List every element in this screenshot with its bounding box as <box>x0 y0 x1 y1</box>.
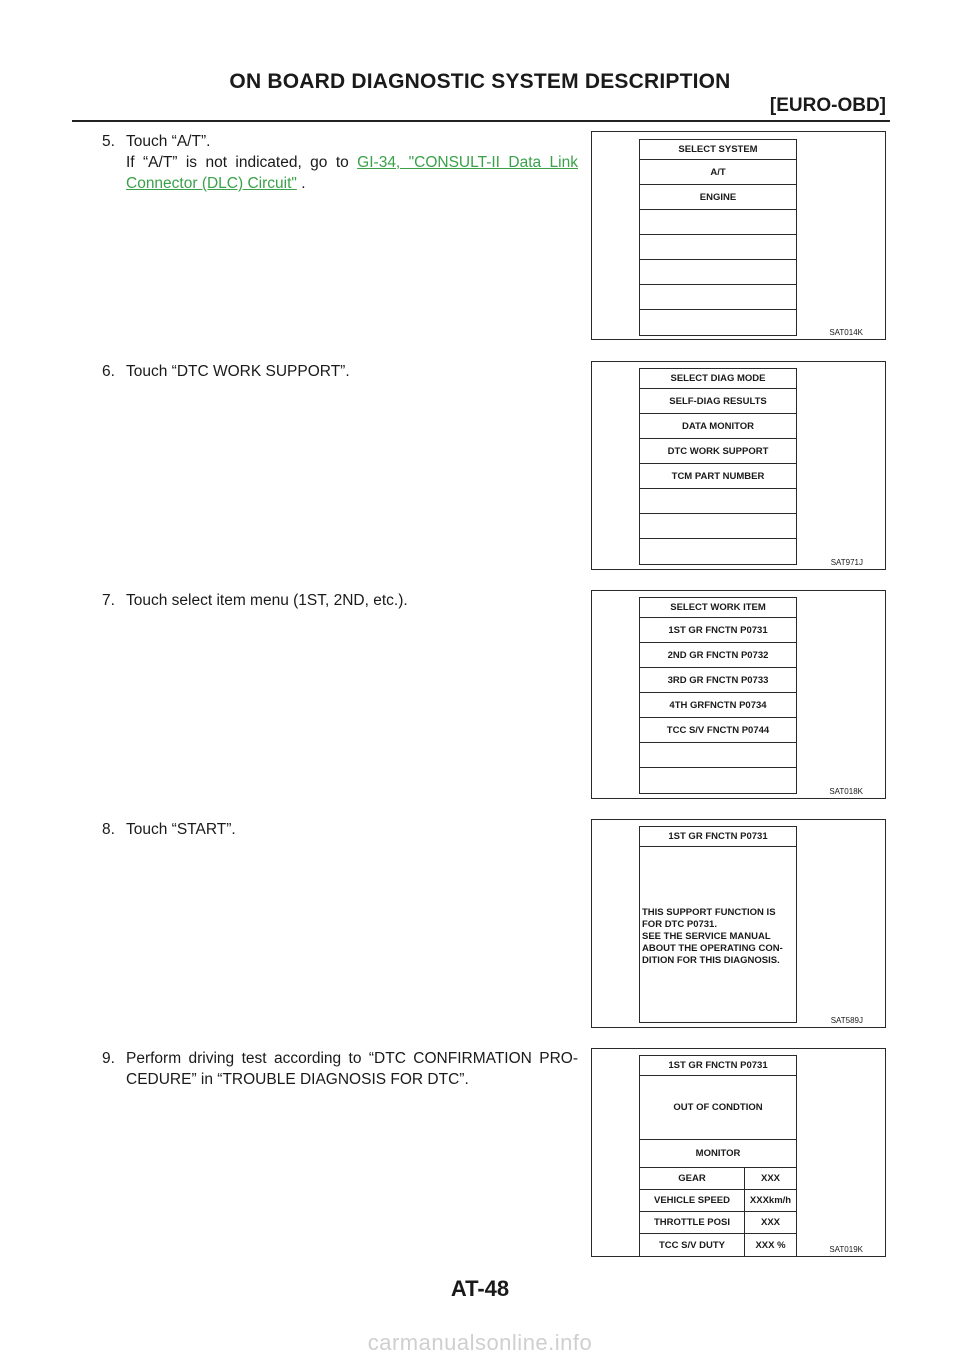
consult-screen <box>639 597 797 794</box>
menu-item-3rd-gr[interactable]: 3RD GR FNCTN P0733 <box>640 668 796 693</box>
menu-item-4th-gr[interactable]: 4TH GRFNCTN P0734 <box>640 693 796 718</box>
screen-header: SELECT SYSTEM <box>640 140 796 160</box>
menu-item-1st-gr[interactable]: 1ST GR FNCTN P0731 <box>640 618 796 643</box>
menu-item-tcc-sv[interactable]: TCC S/V FNCTN P0744 <box>640 718 796 743</box>
step-text: Touch “START”. <box>126 821 236 838</box>
support-message <box>640 847 796 967</box>
step-text: Perform driving test according to “DTC CONFIRMATION PRO-CEDURE” in “TROUBLE DIAGNOSIS FOR DTC”. <box>126 1050 578 1088</box>
step-number: 5. <box>102 133 115 150</box>
menu-item-blank <box>640 260 796 285</box>
step-number: 9. <box>102 1050 115 1067</box>
monitor-label-cell: GEAR <box>640 1168 745 1189</box>
note-suffix: . <box>296 175 306 192</box>
menu-item-blank <box>640 539 796 564</box>
menu-item-tcm-part-number[interactable]: TCM PART NUMBER <box>640 464 796 489</box>
step-text: Touch “A/T”. <box>126 133 211 150</box>
step-number: 8. <box>102 821 115 838</box>
consult-dlc-link[interactable]: GI-34, "CONSULT-II Data Link Connector (DLC) Circuit" <box>126 154 578 192</box>
screen-header: 1ST GR FNCTN P0731 <box>640 827 796 847</box>
page-title: ON BOARD DIAGNOSTIC SYSTEM DESCRIPTION <box>229 70 731 93</box>
consult-screen <box>639 826 797 1023</box>
status-text: OUT OF CONDTION <box>640 1076 796 1140</box>
step-text: Touch “DTC WORK SUPPORT”. <box>126 363 350 380</box>
screen-header: 1ST GR FNCTN P0731 <box>640 1056 796 1076</box>
step-9 <box>74 1048 578 1090</box>
step-number: 6. <box>102 363 115 380</box>
monitor-label-cell: THROTTLE POSI <box>640 1212 745 1233</box>
monitor-label-cell: TCC S/V DUTY <box>640 1234 745 1256</box>
page-number: AT-48 <box>450 1276 510 1301</box>
step-number: 7. <box>102 592 115 609</box>
step-text: Touch select item menu (1ST, 2ND, etc.). <box>126 592 408 609</box>
menu-item-blank <box>640 235 796 260</box>
monitor-row-gear <box>640 1168 796 1190</box>
menu-item-2nd-gr[interactable]: 2ND GR FNCTN P0732 <box>640 643 796 668</box>
figure-select-system <box>591 131 886 340</box>
screen-header: SELECT WORK ITEM <box>640 598 796 618</box>
monitor-row-throttle-posi <box>640 1212 796 1234</box>
monitor-row-vehicle-speed <box>640 1190 796 1212</box>
section-tag: [EURO-OBD] <box>769 95 886 116</box>
figure-code: SAT014K <box>829 328 863 337</box>
monitor-row-tcc-sv-duty <box>640 1234 796 1256</box>
menu-item-blank <box>640 768 796 793</box>
figure-monitor <box>591 1048 886 1257</box>
header-rule <box>72 120 890 122</box>
step-note <box>126 152 578 194</box>
figure-code: SAT019K <box>829 1245 863 1254</box>
message-line: ABOUT THE OPERATING CON- <box>642 943 783 954</box>
figure-select-diag-mode <box>591 361 886 570</box>
figure-code: SAT018K <box>829 787 863 796</box>
step-7 <box>74 590 578 611</box>
monitor-label: MONITOR <box>640 1140 796 1168</box>
step-8 <box>74 819 578 840</box>
watermark: carmanualsonline.info <box>367 1330 593 1355</box>
monitor-label-cell: VEHICLE SPEED <box>640 1190 745 1211</box>
monitor-value-cell: XXXkm/h <box>749 1195 792 1206</box>
menu-item-dtc-work-support[interactable]: DTC WORK SUPPORT <box>640 439 796 464</box>
menu-item-blank <box>640 310 796 335</box>
step-6 <box>74 361 578 382</box>
message-line: DITION FOR THIS DIAGNOSIS. <box>642 955 780 966</box>
menu-item-blank <box>640 210 796 235</box>
menu-item-blank <box>640 514 796 539</box>
message-line: THIS SUPPORT FUNCTION IS <box>642 907 776 918</box>
figure-code: SAT971J <box>830 558 863 567</box>
message-line: FOR DTC P0731. <box>642 919 717 930</box>
screen-header: SELECT DIAG MODE <box>640 369 796 389</box>
menu-item-blank <box>640 285 796 310</box>
step-5 <box>74 131 578 194</box>
figure-support-function <box>591 819 886 1028</box>
monitor-value-cell: XXX % <box>755 1239 786 1251</box>
menu-item-data-monitor[interactable]: DATA MONITOR <box>640 414 796 439</box>
consult-screen <box>639 1055 797 1257</box>
consult-screen <box>639 139 797 336</box>
figure-code: SAT589J <box>830 1016 863 1025</box>
monitor-value-cell: XXX <box>760 1173 780 1184</box>
note-prefix: If “A/T” is not indicated, go to <box>126 154 358 171</box>
menu-item-blank <box>640 489 796 514</box>
menu-item-at[interactable]: A/T <box>640 160 796 185</box>
consult-screen <box>639 368 797 565</box>
menu-item-engine[interactable]: ENGINE <box>640 185 796 210</box>
figure-select-work-item <box>591 590 886 799</box>
monitor-value-cell: XXX <box>760 1217 780 1228</box>
message-line: SEE THE SERVICE MANUAL <box>642 931 771 942</box>
menu-item-blank <box>640 743 796 768</box>
menu-item-self-diag-results[interactable]: SELF-DIAG RESULTS <box>640 389 796 414</box>
